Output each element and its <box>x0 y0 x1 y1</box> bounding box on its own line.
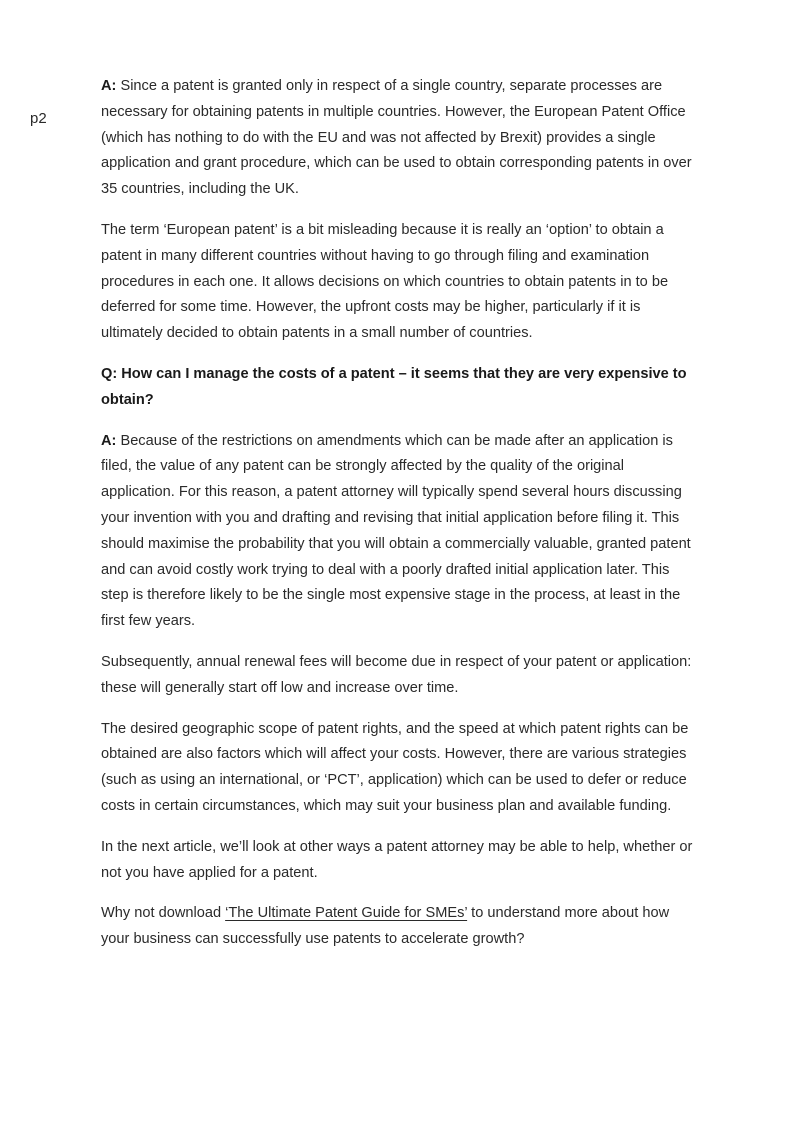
paragraph-geographic-scope: The desired geographic scope of patent rights, and the speed at which patent rights can be obtained are also factors which will affect your costs. However, there are various strategies (such as using an international, or ‘PCT’, application) which can be used to defer or reduce costs in certain circumstances, which may suit your business plan and available funding. <box>101 720 689 814</box>
cta-text-after: to understand more about how your business can successfully use patents to accelerate growth? <box>101 905 670 948</box>
question-heading-costs: Q: How can I manage the costs of a patent – it seems that they are very expensive to obtain? <box>101 365 687 408</box>
page-number: p2 <box>30 110 47 127</box>
patent-guide-link[interactable]: ‘The Ultimate Patent Guide for SMEs’ <box>225 905 468 922</box>
answer-label: A: <box>101 432 117 449</box>
answer-paragraph-costs <box>101 429 695 635</box>
cta-text-before: Why not download <box>101 905 226 922</box>
paragraph-next-article: In the next article, we’ll look at other ways a patent attorney may be able to help, whether or not you have applied for a patent. <box>101 838 693 881</box>
answer-text: Because of the restrictions on amendments which can be made after an application is filed, the value of any patent can be strongly affected by the quality of the original application. For this reason, a patent attorney will typically spend several hours discussing your invention with you and drafting and revising that initial application before filing it. This should maximise the probability that you will obtain a commercially valuable, granted patent and can avoid costly work trying to deal with a poorly drafted initial application later. This step is therefore likely to be the single most expensive stage in the process, at least in the first few years. <box>101 432 691 630</box>
paragraph-renewal-fees: Subsequently, annual renewal fees will become due in respect of your patent or application: these will generally start off low and increase over time. <box>101 653 692 696</box>
article-body <box>101 74 695 968</box>
call-to-action-paragraph <box>101 901 695 953</box>
answer-label: A: <box>101 78 117 94</box>
paragraph-european-patent-term: The term ‘European patent’ is a bit misleading because it is really an ‘option’ to obtain a patent in many different countries without having to go through filing and examination procedures in each one. It allows decisions on which countries to obtain patents in to be deferred for some time. However, the upfront costs may be higher, particularly if it is ultimately decided to obtain patents in a small number of countries. <box>101 221 669 342</box>
answer-text: Since a patent is granted only in respect of a single country, separate processes are necessary for obtaining patents in multiple countries. However, the European Patent Office (which has nothing to do with the EU and was not affected by Brexit) provides a single application and grant procedure, which can be used to obtain corresponding patents in over 35 countries, including the UK. <box>101 78 692 198</box>
answer-paragraph-eu-patent <box>101 74 695 203</box>
